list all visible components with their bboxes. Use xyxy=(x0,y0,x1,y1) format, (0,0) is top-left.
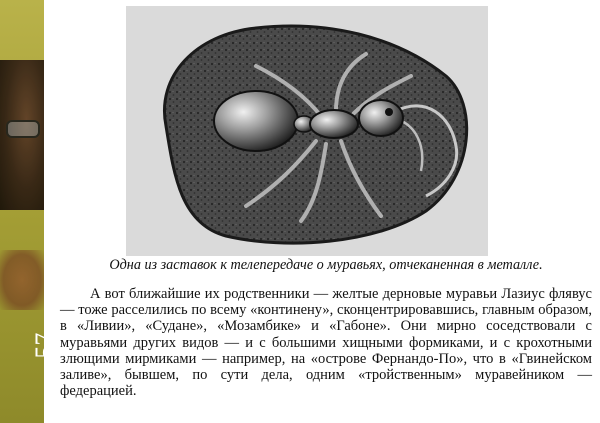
running-title: Виктор Гребенников. Двор. Глава 4. ПЕСОЧЕК xyxy=(44,76,56,323)
ant-relief-figure xyxy=(126,6,488,256)
body-paragraph: А вот ближайшие их родственники — желтые дерновые муравьи Лазиус флявус — тоже расселились по всему «континену», сконцентрировавшись, главным образом, в «Ливии», «Судане», «Мозамбике» и «Габоне». Они мирно соседствовали с муравьями других видов — и с большими хищными формиками, и с крохотными злющими мирмиками — например, на «острове Фернандо-По», что в «Гвинейском заливе», бывшем, по сути дела, одним «тройственным» муравейником — федерацией. xyxy=(60,286,592,400)
ant-abdomen xyxy=(214,91,298,151)
page-number: 57 xyxy=(30,332,59,359)
spine-text xyxy=(30,77,60,419)
page-label: Страница xyxy=(42,360,57,418)
ant-head xyxy=(359,100,403,136)
ant-relief-image xyxy=(126,6,488,256)
page-spine xyxy=(0,0,59,423)
ant-thorax xyxy=(310,110,358,138)
metal-plate xyxy=(164,26,466,243)
figure-caption: Одна из заставок к телепередаче о муравьях, отчеканенная в металле. xyxy=(109,257,543,273)
